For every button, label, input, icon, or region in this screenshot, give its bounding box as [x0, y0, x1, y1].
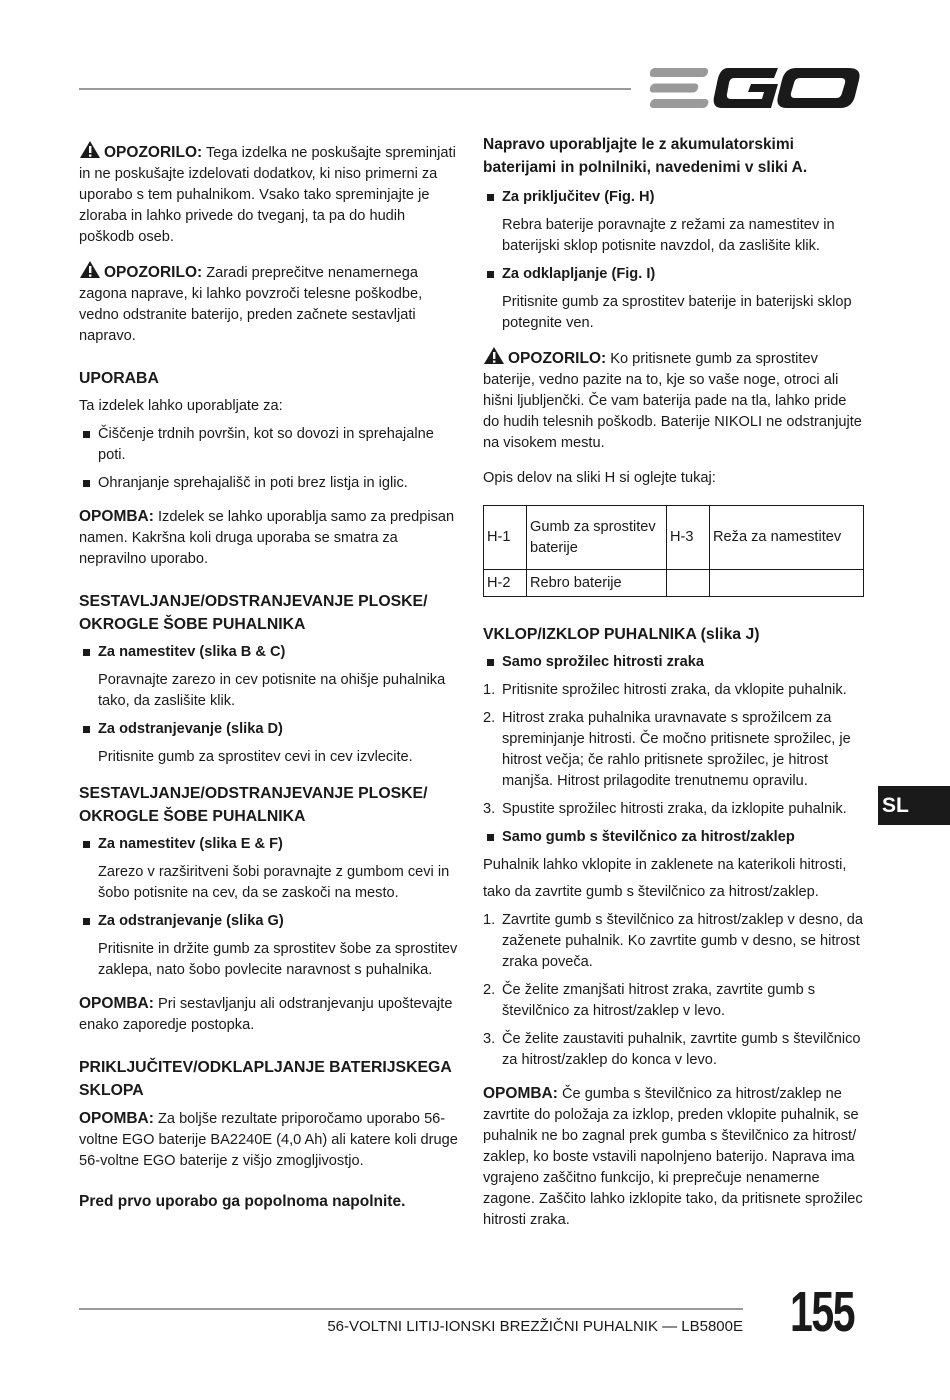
note-text: Pri sestavljanju ali odstranjevanju upoštevajte enako zaporedje postopka.	[79, 996, 453, 1033]
remove-text: Pritisnite in držite gumb za sprostitev šobe za sprostitev zaklepa, nato šobo povlecite naravnost s puhalnika.	[98, 941, 458, 978]
section-heading-on-off: VKLOP/IZKLOP PUHALNIKA (slika J)	[483, 626, 760, 643]
list-item: 1. Pritisnite sprožilec hitrosti zraka, da vklopite puhalnik.	[483, 682, 847, 698]
list-item-attach-label: Za priključitev (Fig. H)	[483, 187, 865, 208]
right-column	[483, 133, 865, 1243]
step-text: Spustite sprožilec hitrosti zraka, da izklopite puhalnik.	[502, 801, 847, 817]
note-intended-use	[79, 506, 459, 570]
step-text: Zavrtite gumb s številčnico za hitrost/zaklep v desno, da zaženete puhalnik. Ko zavrtite gumb v desno, se hitrost zraka poveča.	[502, 912, 863, 970]
note-label: OPOMBA:	[79, 1110, 154, 1127]
note-text: Za boljše rezultate priporočamo uporabo 56-voltne EGO baterije BA2240E (4,0 Ah) ali katere koli druge 56-voltne EGO baterije z višjo zmogljivostjo.	[79, 1111, 458, 1169]
warning-label: OPOZORILO:	[104, 144, 203, 161]
step-text: Hitrost zraka puhalnika uravnavate s sprožilcem za spreminjanje hitrosti. Če močno pritisnete sprožilec, je hitrost večja; če rahlo pritisnete sprožilec, je hitrost manjša. Hitrost prilagodite trenutnemu opravilu.	[502, 710, 851, 789]
install-text: Zarezo v razširitveni šobi poravnajte z gumbom cevi in šobo potisnite na cev, da se zaskoči na mesto.	[98, 864, 450, 901]
list-item-trigger-label: Samo sprožilec hitrosti zraka	[483, 652, 865, 673]
header-rule	[79, 88, 631, 90]
list-item-remove-label: Za odstranjevanje (slika D)	[79, 719, 459, 740]
step-text: Če želite zmanjšati hitrost zraka, zavrtite gumb s številčnico za hitrost/zaklep v levo.	[502, 982, 816, 1019]
table-row	[484, 506, 864, 570]
warning-triangle-icon	[79, 140, 101, 159]
step-text: Če želite zaustaviti puhalnik, zavrtite gumb s številčnico za hitrost/zaklep do konca v levo.	[502, 1031, 861, 1068]
list-item: 2. Če želite zmanjšati hitrost zraka, zavrtite gumb s številčnico za hitrost/zaklep v levo.	[483, 982, 816, 1019]
note-label: OPOMBA:	[483, 1085, 558, 1102]
table-cell: H-2	[484, 570, 527, 597]
dial-text: tako da zavrtite gumb s številčnico za hitrost/zaklep.	[483, 884, 819, 900]
table-cell	[710, 570, 864, 597]
table-cell: Gumb za sprostitev baterije	[527, 506, 667, 570]
note-text: Če gumba s številčnico za hitrost/zaklep ne zavrtite do položaja za izklop, preden vklopite puhalnik, se puhalnik ne bo zagnal prek gumba s številčnico za hitrost/ zaklep, ko boste vstavili napolnjeno baterijo. Naprava ima vgrajeno zaščitno funkcijo, ki preprečuje nenamerne zagone. Zaščito lahko izklopite tako, da pritisnete sprožilec hitrosti zraka.	[483, 1086, 863, 1228]
note-sequence	[79, 993, 459, 1036]
battery-intro: Napravo uporabljajte le z akumulatorskimi baterijami in polnilniki, navedenimi v sliki A.	[483, 136, 808, 176]
list-item-detach-label: Za odklapljanje (Fig. I)	[483, 264, 865, 285]
list-item-remove-label: Za odstranjevanje (slika G)	[79, 911, 459, 932]
dial-text: Puhalnik lahko vklopite in zaklenete na katerikoli hitrosti,	[483, 857, 847, 873]
footer-rule	[79, 1308, 743, 1310]
language-tab: SL	[878, 786, 950, 825]
list-item: Ohranjanje sprehajališč in poti brez listja in iglic.	[79, 473, 459, 494]
parts-table	[483, 505, 864, 597]
parts-intro: Opis delov na sliki H si oglejte tukaj:	[483, 470, 716, 486]
warning-text: Ko pritisnete gumb za sprostitev baterije, vedno pazite na to, kje so vaše noge, otroci ali hišni ljubljenčki. Če vam baterija pade na tla, lahko pride do hudih telesnih poškodb. Baterije NIKOLI ne odstranjujte na visokem mestu.	[483, 351, 862, 451]
list-item: Čiščenje trdnih površin, kot so dovozi in sprehajalne poti.	[79, 424, 459, 466]
list-item-install-label: Za namestitev (slika B & C)	[79, 642, 459, 663]
note-dial-off	[483, 1083, 865, 1231]
page-number: 155	[790, 1280, 855, 1344]
table-cell: H-3	[667, 506, 710, 570]
list-item: 3. Če želite zaustaviti puhalnik, zavrtite gumb s številčnico za hitrost/zaklep do konca v levo.	[483, 1031, 861, 1068]
warning-battery-removal	[79, 260, 459, 347]
warning-modification	[79, 140, 459, 248]
charge-instruction: Pred prvo uporabo ga popolnoma napolnite.	[79, 1193, 406, 1210]
usage-intro: Ta izdelek lahko uporabljate za:	[79, 398, 283, 414]
note-label: OPOMBA:	[79, 995, 154, 1012]
attach-text: Rebra baterije poravnajte z režami za namestitev in baterijski sklop potisnite navzdol, da zaslišite klik.	[502, 217, 835, 254]
section-heading-nozzle-2: SESTAVLJANJE/ODSTRANJEVANJE PLOSKE/ OKROGLE ŠOBE PUHALNIKA	[79, 785, 428, 825]
warning-label: OPOZORILO:	[104, 264, 203, 281]
list-item: 2. Hitrost zraka puhalnika uravnavate s sprožilcem za spreminjanje hitrosti. Če močno pritisnete sprožilec, je hitrost večja; če rahlo pritisnete sprožilec, je hitrost manjša. Hitrost prilagodite trenutnemu opravilu.	[483, 710, 851, 789]
note-text: Izdelek se lahko uporablja samo za predpisan namen. Kakršna koli druga uporaba se smatra za nepravilno uporabo.	[79, 509, 455, 567]
warning-label: OPOZORILO:	[508, 350, 607, 367]
warning-text: Zaradi preprečitve nenamernega zagona naprave, ki lahko povzroči telesne poškodbe, vedno odstranite baterijo, preden začnete sestavljati napravo.	[79, 265, 423, 344]
warning-text: Tega izdelka ne poskušajte spreminjati in ne poskušajte izdelovati dodatkov, ki niso primerni za uporabo s tem puhalnikom. Vsako tako spreminjajte je zloraba in lahko privede do tveganj, ta pa do hudih poškodb oseb.	[79, 145, 456, 245]
section-heading-nozzle-1: SESTAVLJANJE/ODSTRANJEVANJE PLOSKE/ OKROGLE ŠOBE PUHALNIKA	[79, 593, 428, 633]
warning-triangle-icon	[483, 346, 505, 365]
list-item: 1. Zavrtite gumb s številčnico za hitrost/zaklep v desno, da zaženete puhalnik. Ko zavrtite gumb v desno, se hitrost zraka poveča.	[483, 912, 863, 970]
list-item-dial-label: Samo gumb s številčnico za hitrost/zaklep	[483, 827, 865, 848]
install-text: Poravnajte zarezo in cev potisnite na ohišje puhalnika tako, da zaslišite klik.	[98, 672, 446, 709]
ego-logo-icon	[650, 64, 862, 112]
table-cell: Reža za namestitev	[710, 506, 864, 570]
section-heading-usage: UPORABA	[79, 370, 159, 387]
table-row	[484, 570, 864, 597]
table-cell: H-1	[484, 506, 527, 570]
note-battery	[79, 1108, 459, 1172]
warning-battery-release	[483, 346, 865, 454]
footer-product: 56-VOLTNI LITIJ-IONSKI BREZŽIČNI PUHALNIK — LB5800E	[327, 1318, 743, 1335]
detach-text: Pritisnite gumb za sprostitev baterije in baterijski sklop potegnite ven.	[502, 294, 852, 331]
warning-triangle-icon	[79, 260, 101, 279]
list-item-install-label: Za namestitev (slika E & F)	[79, 834, 459, 855]
note-label: OPOMBA:	[79, 508, 154, 525]
table-cell: Rebro baterije	[527, 570, 667, 597]
step-text: Pritisnite sprožilec hitrosti zraka, da vklopite puhalnik.	[502, 682, 847, 698]
list-item: 3. Spustite sprožilec hitrosti zraka, da izklopite puhalnik.	[483, 801, 847, 817]
left-column	[79, 140, 459, 1221]
section-heading-battery: PRIKLJUČITEV/ODKLAPLJANJE BATERIJSKEGA SKLOPA	[79, 1059, 452, 1099]
remove-text: Pritisnite gumb za sprostitev cevi in cev izvlecite.	[98, 749, 413, 765]
table-cell	[667, 570, 710, 597]
